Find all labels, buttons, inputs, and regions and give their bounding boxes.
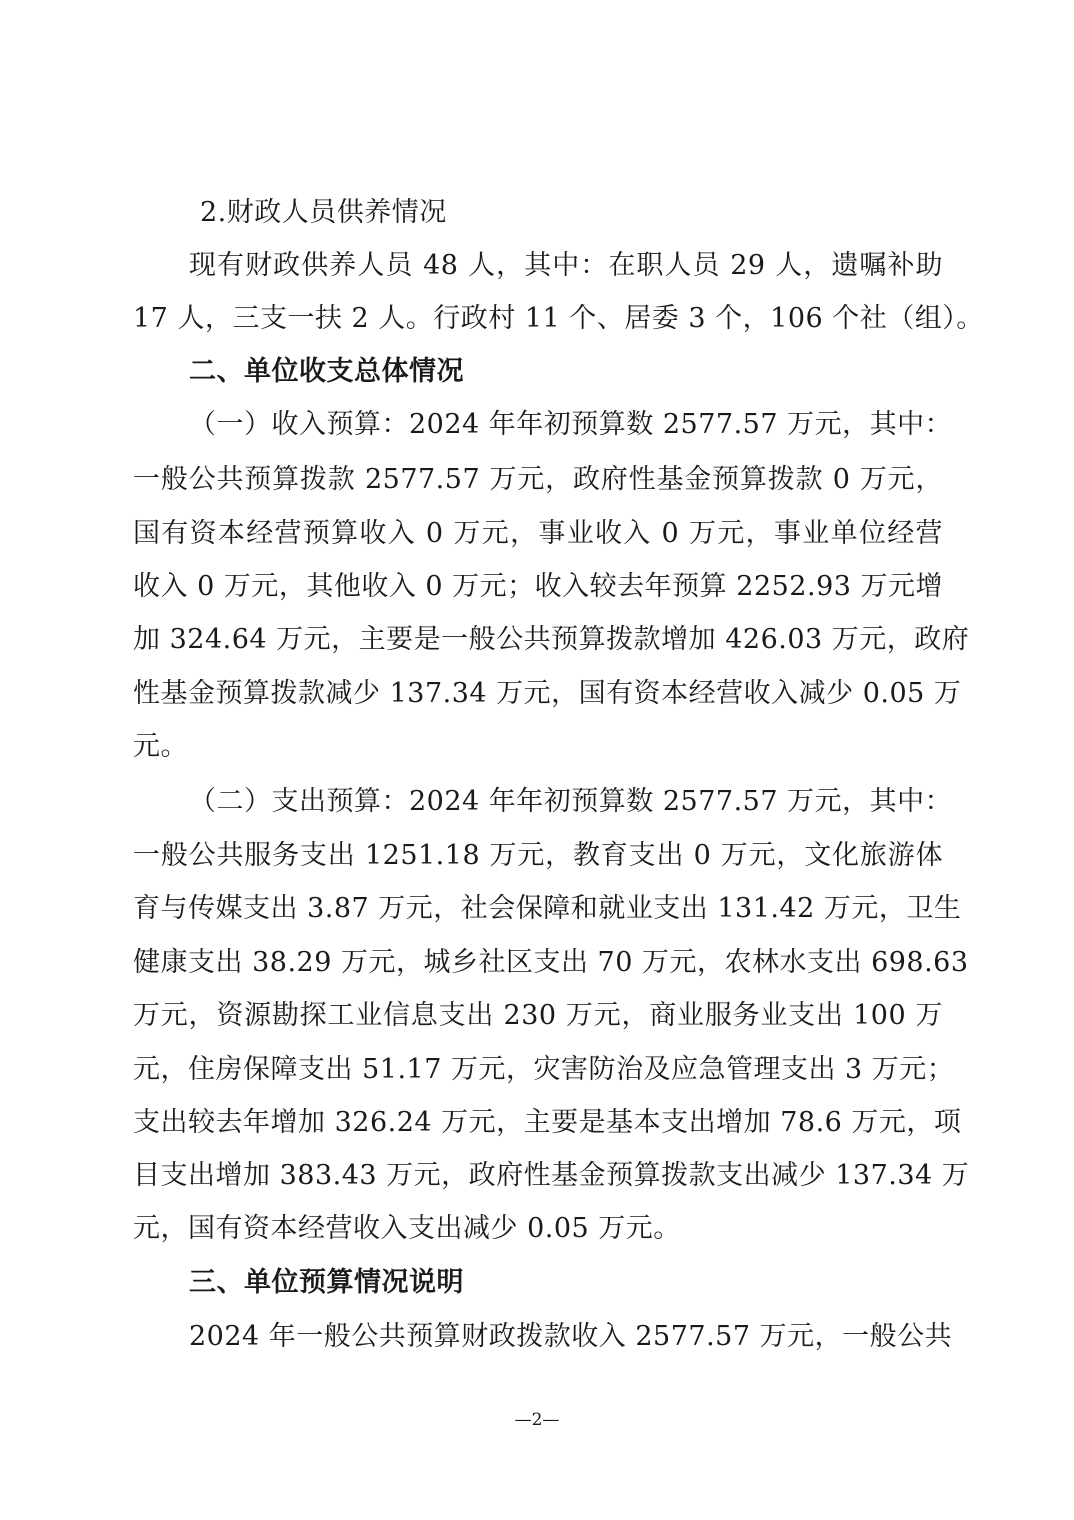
paragraph-line: 2024 年一般公共预算财政拨款收入 2577.57 万元，一般公共 [189, 1321, 953, 1352]
paragraph-line: 目支出增加 383.43 万元，政府性基金预算拨款支出减少 137.34 万 [133, 1160, 970, 1191]
paragraph-line: 万元，资源勘探工业信息支出 230 万元，商业服务业支出 100 万 [133, 1000, 943, 1031]
paragraph-line: 育与传媒支出 3.87 万元，社会保障和就业支出 131.42 万元，卫生 [133, 893, 962, 924]
paragraph-line: 元，国有资本经营收入支出减少 0.05 万元。 [133, 1213, 681, 1244]
paragraph-line: 17 人，三支一扶 2 人。行政村 11 个、居委 3 个，106 个社（组）。 [133, 303, 984, 334]
section-heading: 二、单位收支总体情况 [189, 356, 464, 387]
paragraph-line: 收入 0 万元，其他收入 0 万元；收入较去年预算 2252.93 万元增 [133, 571, 944, 602]
paragraph-line: （二）支出预算：2024 年年初预算数 2577.57 万元，其中： [189, 786, 953, 817]
paragraph-line: 支出较去年增加 326.24 万元，主要是基本支出增加 78.6 万元，项 [133, 1107, 962, 1138]
page-number: —2— [514, 1410, 560, 1430]
paragraph-line: 国有资本经营预算收入 0 万元，事业收入 0 万元，事业单位经营 [133, 518, 943, 549]
paragraph-line: （一）收入预算：2024 年年初预算数 2577.57 万元，其中： [189, 409, 953, 440]
paragraph-line: 元，住房保障支出 51.17 万元，灾害防治及应急管理支出 3 万元； [133, 1054, 955, 1085]
paragraph-line: 性基金预算拨款减少 137.34 万元，国有资本经营收入减少 0.05 万 [133, 678, 962, 709]
paragraph-line: 一般公共服务支出 1251.18 万元，教育支出 0 万元，文化旅游体 [133, 840, 943, 871]
paragraph-line: 元。 [133, 731, 188, 762]
paragraph-line: 一般公共预算拨款 2577.57 万元，政府性基金预算拨款 0 万元， [133, 464, 943, 495]
subsection-title: 2.财政人员供养情况 [200, 197, 447, 228]
section-heading: 三、单位预算情况说明 [189, 1267, 464, 1298]
paragraph-line: 健康支出 38.29 万元，城乡社区支出 70 万元，农林水支出 698.63 [133, 947, 969, 978]
paragraph-line: 加 324.64 万元，主要是一般公共预算拨款增加 426.03 万元，政府 [133, 624, 970, 655]
paragraph-line: 现有财政供养人员 48 人，其中：在职人员 29 人，遗嘱补助 [189, 250, 943, 281]
